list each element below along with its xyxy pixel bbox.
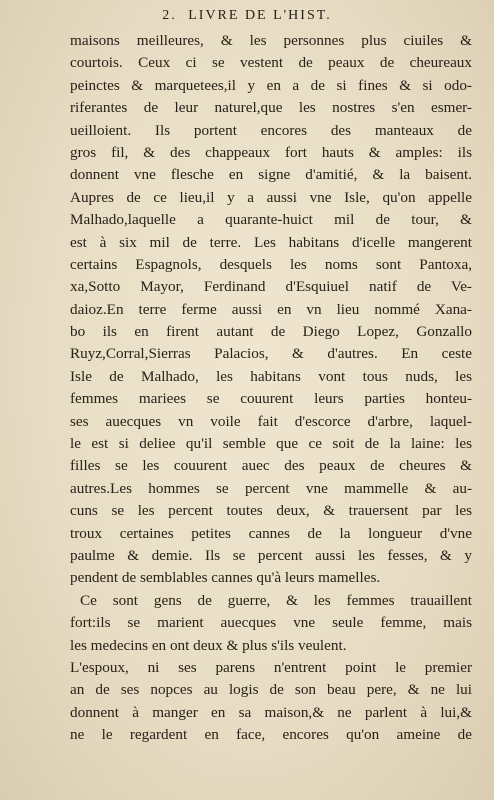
text-line: les medecins en ont deux & plus s'ils veulent. [70, 636, 347, 654]
text-line: Aupres de ce lieu,il y a aussi vne Isle, qu'on appelle [70, 188, 472, 206]
text-line: donnent à manger en sa maison,& ne parlent à lui,& [70, 703, 472, 721]
text-line: troux certaines petites cannes de la longueur d'vne [70, 524, 472, 542]
text-line: donnent vne flesche en signe d'amitié, & la baisent. [70, 166, 472, 184]
text-line: riferantes de leur naturel,que les nostres s'en esmer- [70, 99, 472, 117]
text-line: maisons meilleures, & les personnes plus ciuiles & [70, 32, 472, 49]
text-line: filles se les couurent auec des peaux de cheures & [70, 457, 472, 475]
body-text [70, 30, 472, 747]
page-number: 2. [162, 8, 177, 23]
text-line: ueilloient. Ils portent encores des manteaux de [70, 121, 472, 139]
text-line: autres.Les hommes se percent vne mammelle & au- [70, 479, 472, 497]
text-line: ses auecques vn voile fait d'escorce d'arbre, laquel- [70, 412, 472, 430]
text-line: Ruyz,Corral,Sierras Palacios, & d'autres. En ceste [70, 345, 472, 363]
text-line: cuns se les percent toutes deux, & trauersent par les [70, 502, 472, 520]
running-head [0, 8, 494, 24]
text-line: Isle de Malhado, les habitans vont tous nuds, les [70, 367, 472, 385]
text-line: ne le regardent en face, encores qu'on ameine de [70, 726, 472, 744]
text-line: Ce sont gens de guerre, & les femmes trauaillent [80, 591, 472, 609]
text-line: pendent de semblables cannes qu'à leurs mamelles. [70, 569, 381, 587]
text-line: an de ses nopces au logis de son beau pere, & ne lui [70, 681, 472, 699]
text-line: xa,Sotto Mayor, Ferdinand d'Esquiuel natif de Ve- [70, 278, 472, 296]
text-line: courtois. Ceux ci se vestent de peaux de cheureaux [70, 54, 472, 72]
running-title: LIVRE DE L'HIST. [188, 8, 332, 23]
text-line: est à six mil de terre. Les habitans d'icelle mangerent [70, 233, 472, 251]
text-line: fort:ils se marient auecques vne seule femme, mais [70, 614, 472, 632]
text-line: daioz.En terre ferme aussi en vn lieu nommé Xana- [70, 300, 472, 318]
text-line: certains Espagnols, desquels les noms sont Pantoxa, [70, 255, 472, 273]
text-line: femmes mariees se couurent leurs parties honteu- [70, 390, 472, 408]
text-line: peinctes & marquetees,il y en a de si fines & si odo- [70, 76, 472, 94]
text-line: bo ils en firent autant de Diego Lopez, Gonzallo [70, 323, 472, 341]
text-line: L'espoux, ni ses parens n'entrent point le premier [70, 658, 472, 676]
text-line: gros fil, & des chappeaux fort hauts & amples: ils [70, 143, 472, 161]
text-line: paulme & demie. Ils se percent aussi les fesses, & y [70, 546, 472, 564]
text-line: le est si deliee qu'il semble que ce soit de la laine: les [70, 435, 472, 453]
text-line: Malhado,laquelle a quarante-huict mil de tour, & [70, 211, 472, 229]
